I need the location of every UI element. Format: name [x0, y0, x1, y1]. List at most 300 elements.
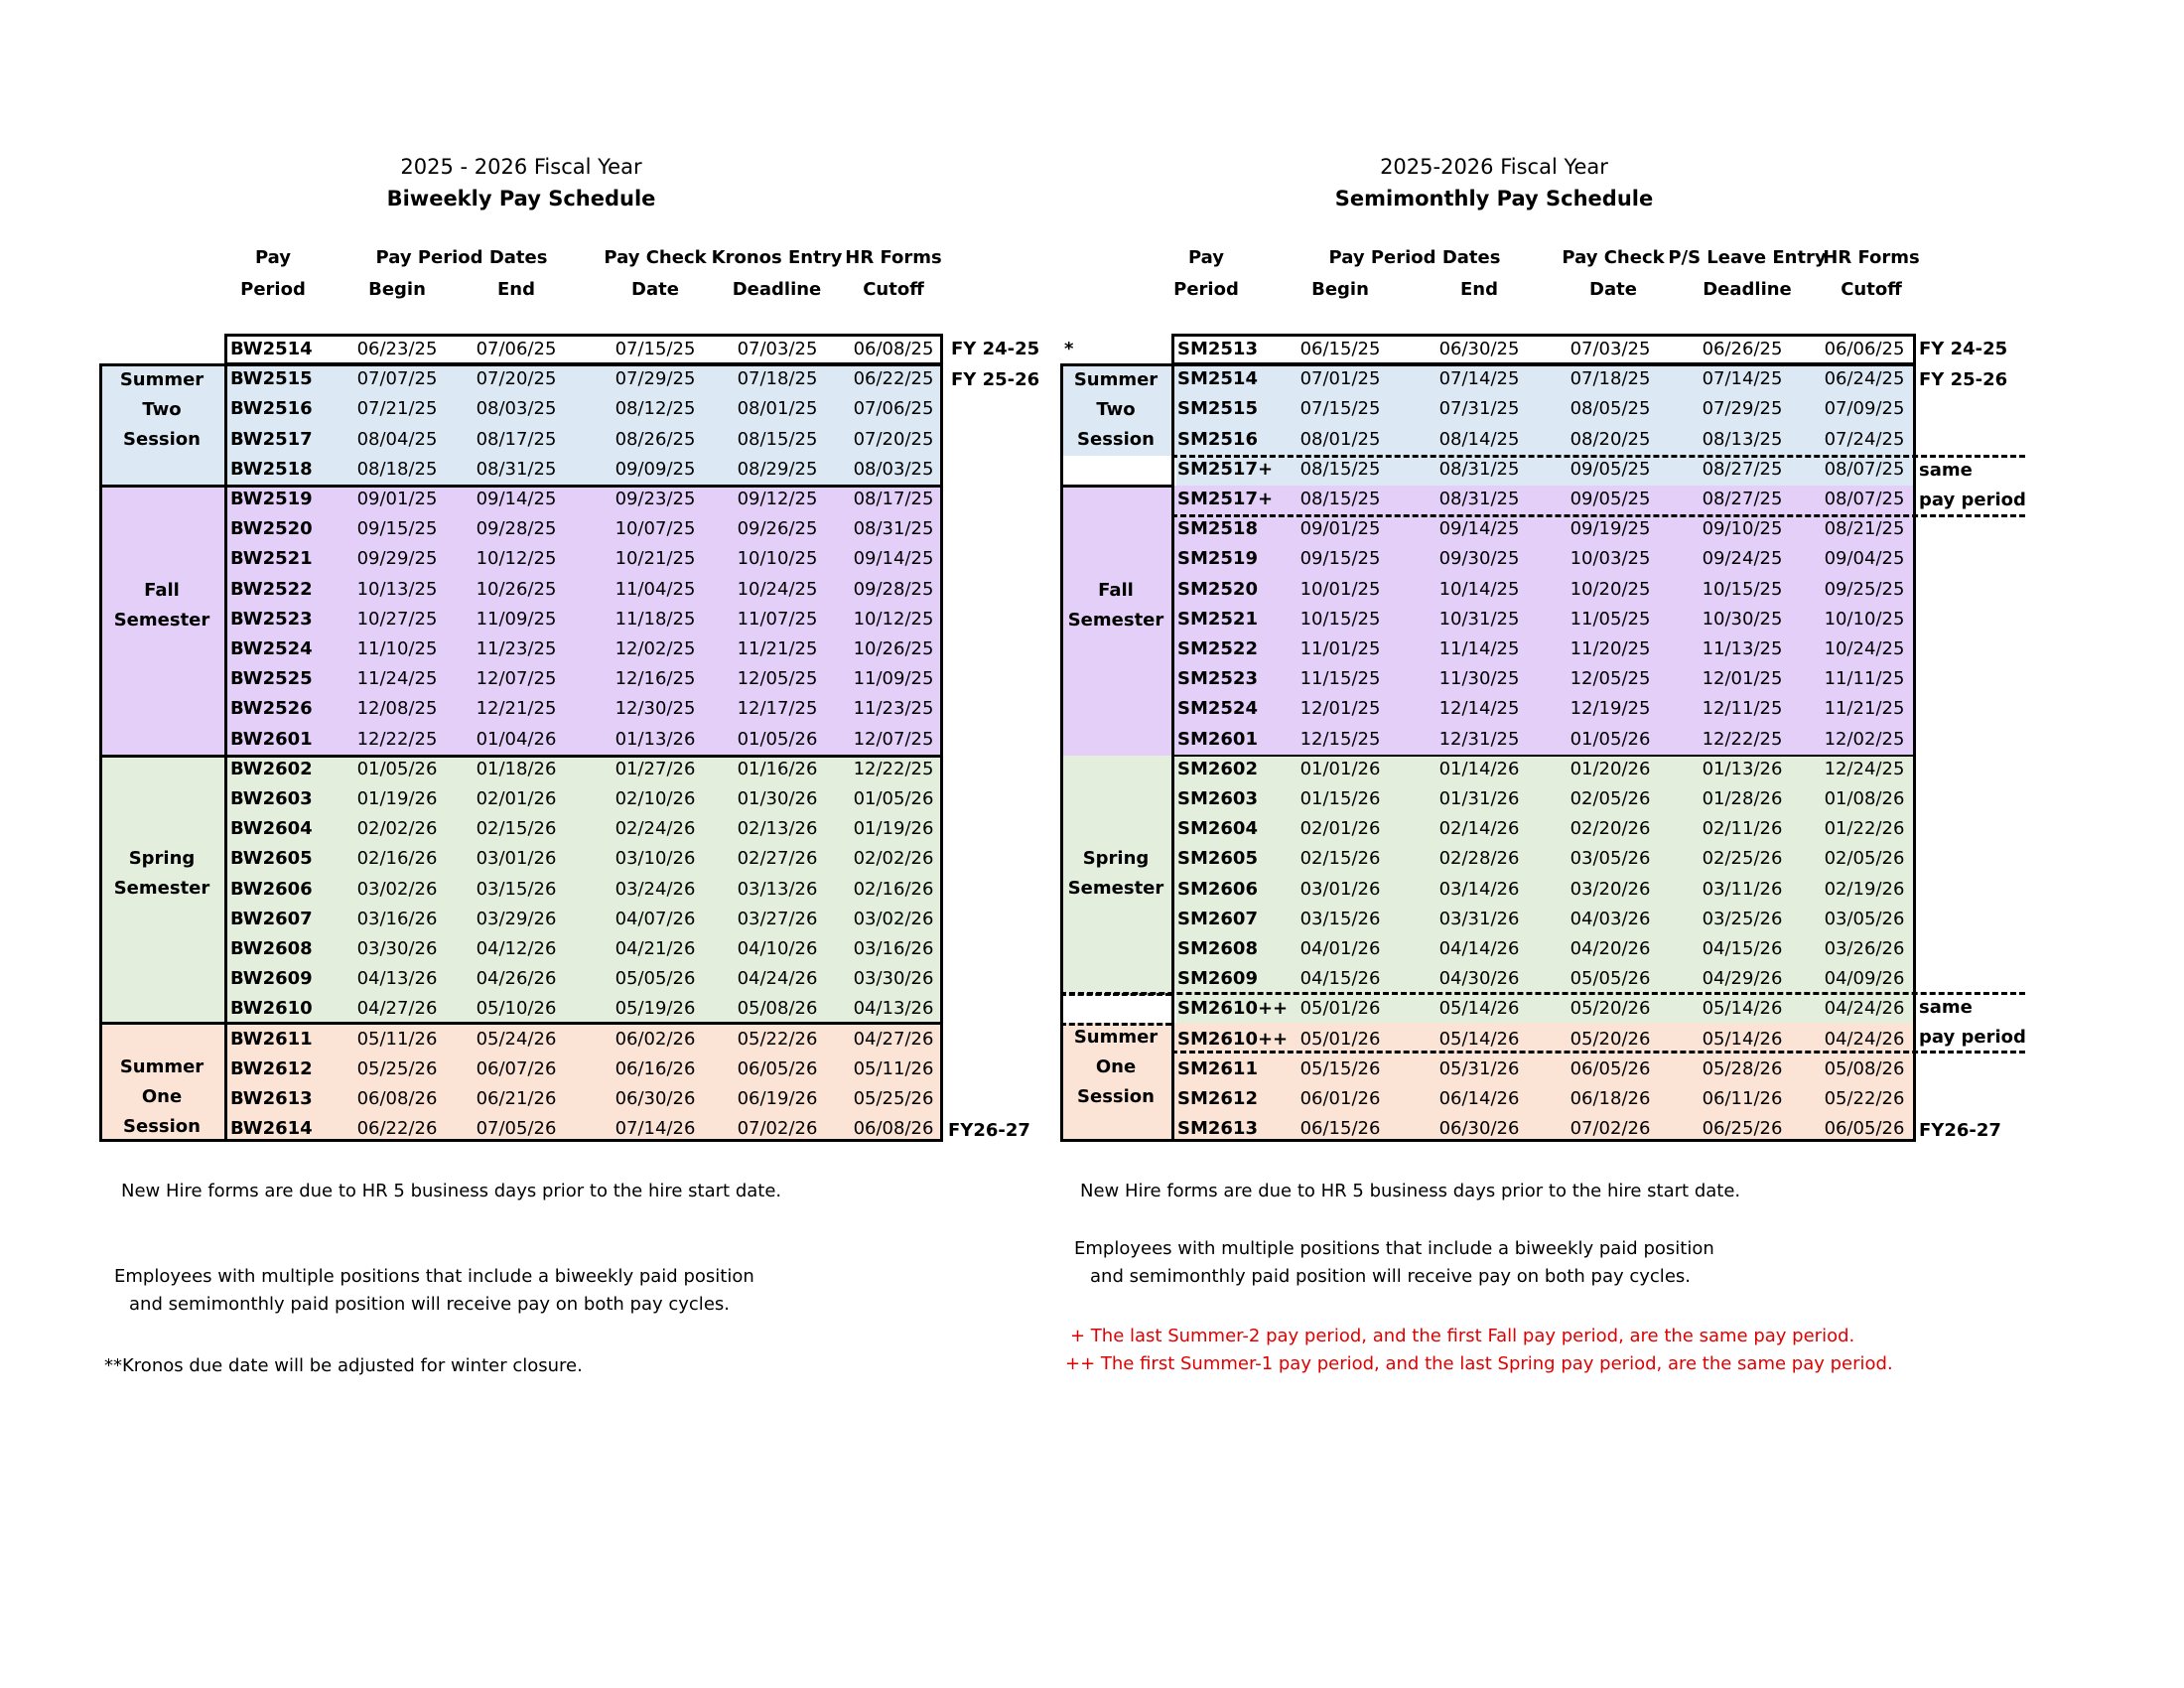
date-cell: 09/01/25 [1299, 518, 1381, 540]
date-cell: 11/15/25 [1299, 668, 1381, 690]
date-cell: 07/02/26 [1570, 1118, 1651, 1140]
date-cell: 03/30/26 [853, 968, 934, 990]
date-cell: 07/14/26 [614, 1118, 696, 1140]
date-cell: 08/05/25 [1570, 398, 1651, 420]
date-cell: 10/03/25 [1570, 548, 1651, 570]
date-cell: 12/07/25 [853, 728, 934, 750]
date-cell: 05/24/26 [476, 1028, 557, 1050]
date-cell: 07/06/25 [853, 398, 934, 420]
date-cell: 02/11/26 [1702, 818, 1783, 840]
date-cell: 09/28/25 [476, 518, 557, 540]
fy-label: FY 24-25 [951, 339, 1040, 359]
date-cell: 07/24/25 [1824, 428, 1905, 450]
date-cell: 02/25/26 [1702, 848, 1783, 870]
date-cell: 09/09/25 [614, 458, 696, 480]
date-cell: 11/13/25 [1702, 638, 1783, 659]
date-cell: 08/31/25 [1438, 489, 1520, 509]
pay-period-code: SM2610++ [1177, 998, 1289, 1020]
pay-period-code: BW2603 [230, 788, 313, 809]
date-cell: 06/02/26 [614, 1028, 696, 1050]
pay-period-code: BW2520 [230, 518, 313, 540]
date-cell: 05/14/26 [1702, 1028, 1783, 1050]
date-cell: 06/08/26 [853, 1118, 934, 1140]
date-cell: 08/15/25 [1299, 489, 1381, 509]
date-cell: 05/14/26 [1438, 1028, 1520, 1050]
date-cell: 09/10/25 [1702, 518, 1783, 540]
date-cell: 08/15/25 [737, 428, 818, 450]
date-cell: 08/21/25 [1824, 518, 1905, 540]
date-cell: 04/09/26 [1824, 968, 1905, 990]
date-cell: 02/01/26 [476, 788, 557, 809]
date-cell: 04/14/26 [1438, 938, 1520, 959]
fy-label: FY26-27 [948, 1120, 1030, 1141]
date-cell: 01/30/26 [737, 788, 818, 809]
same-label: same [1919, 460, 1973, 481]
date-cell: 09/24/25 [1702, 548, 1783, 570]
date-cell: 09/23/25 [614, 489, 696, 509]
pay-period-code: BW2612 [230, 1057, 313, 1079]
date-cell: 08/15/25 [1299, 458, 1381, 480]
date-cell: 11/18/25 [614, 608, 696, 630]
date-cell: 01/05/26 [1570, 728, 1651, 750]
note-plus-plus: ++ The first Summer-1 pay period, and the last Spring pay period, are the same pay period. [1065, 1353, 1893, 1374]
date-cell: 02/27/26 [737, 848, 818, 870]
section-summer-one: Summer One Session [119, 1056, 205, 1137]
date-cell: 11/23/25 [853, 698, 934, 720]
fy-label: FY26-27 [1919, 1120, 2001, 1141]
pay-period-code: SM2612 [1177, 1088, 1258, 1109]
section-fall: Fall Semester [1067, 580, 1164, 631]
date-cell: 06/18/26 [1570, 1088, 1651, 1109]
pay-period-code: BW2607 [230, 908, 313, 929]
date-cell: 09/14/25 [1438, 518, 1520, 540]
date-cell: 12/11/25 [1702, 698, 1783, 720]
pay-period-code: SM2516 [1177, 428, 1258, 450]
date-cell: 07/14/25 [1702, 368, 1783, 390]
date-cell: 09/28/25 [853, 578, 934, 600]
date-cell: 06/26/25 [1702, 339, 1783, 359]
date-cell: 05/05/26 [1570, 968, 1651, 990]
date-cell: 04/26/26 [476, 968, 557, 990]
date-cell: 05/05/26 [614, 968, 696, 990]
date-cell: 12/22/25 [853, 758, 934, 779]
date-cell: 01/01/26 [1299, 758, 1381, 779]
date-cell: 06/08/26 [356, 1088, 438, 1109]
date-cell: 06/07/26 [476, 1057, 557, 1079]
date-cell: 12/05/25 [737, 668, 818, 690]
semimonthly-title: 2025-2026 Fiscal Year Semimonthly Pay Schedule [1334, 155, 1654, 211]
date-cell: 05/31/26 [1438, 1057, 1520, 1079]
date-cell: 04/29/26 [1702, 968, 1783, 990]
pay-period-code: SM2515 [1177, 398, 1258, 420]
date-cell: 11/23/25 [476, 638, 557, 659]
pay-period-code: SM2611 [1177, 1057, 1258, 1079]
date-cell: 09/04/25 [1824, 548, 1905, 570]
date-cell: 04/30/26 [1438, 968, 1520, 990]
date-cell: 07/18/25 [737, 368, 818, 390]
date-cell: 09/14/25 [476, 489, 557, 509]
date-cell: 07/31/25 [1438, 398, 1520, 420]
date-cell: 09/15/25 [1299, 548, 1381, 570]
pay-period-code: BW2602 [230, 758, 313, 779]
date-cell: 12/08/25 [356, 698, 438, 720]
date-cell: 10/12/25 [853, 608, 934, 630]
date-cell: 06/24/25 [1824, 368, 1905, 390]
biweekly-title: 2025 - 2026 Fiscal Year Biweekly Pay Schedule [386, 155, 656, 211]
date-cell: 12/16/25 [614, 668, 696, 690]
date-cell: 03/24/26 [614, 878, 696, 900]
date-cell: 12/07/25 [476, 668, 557, 690]
date-cell: 02/14/26 [1438, 818, 1520, 840]
date-cell: 12/17/25 [737, 698, 818, 720]
date-cell: 02/24/26 [614, 818, 696, 840]
date-cell: 08/31/25 [1438, 458, 1520, 480]
pay-period-code: SM2608 [1177, 938, 1258, 959]
date-cell: 06/08/25 [853, 339, 934, 359]
date-cell: 10/15/25 [1702, 578, 1783, 600]
date-cell: 08/01/25 [737, 398, 818, 420]
pay-period-code: SM2609 [1177, 968, 1258, 990]
date-cell: 02/20/26 [1570, 818, 1651, 840]
date-cell: 01/16/26 [737, 758, 818, 779]
date-cell: 12/14/25 [1438, 698, 1520, 720]
date-cell: 08/20/25 [1570, 428, 1651, 450]
date-cell: 11/21/25 [1824, 698, 1905, 720]
date-cell: 05/08/26 [1824, 1057, 1905, 1079]
date-cell: 03/01/26 [1299, 878, 1381, 900]
date-cell: 07/09/25 [1824, 398, 1905, 420]
date-cell: 06/05/26 [1824, 1118, 1905, 1140]
date-cell: 01/15/26 [1299, 788, 1381, 809]
date-cell: 11/01/25 [1299, 638, 1381, 659]
date-cell: 01/18/26 [476, 758, 557, 779]
date-cell: 12/05/25 [1570, 668, 1651, 690]
date-cell: 03/15/26 [1299, 908, 1381, 929]
date-cell: 04/15/26 [1702, 938, 1783, 959]
date-cell: 12/31/25 [1438, 728, 1520, 750]
date-cell: 04/10/26 [737, 938, 818, 959]
note-new-hire: New Hire forms are due to HR 5 business days prior to the hire start date. [1080, 1181, 1741, 1201]
note-kronos: **Kronos due date will be adjusted for winter closure. [104, 1355, 583, 1376]
pay-period-code: SM2601 [1177, 728, 1258, 750]
date-cell: 07/14/25 [1438, 368, 1520, 390]
date-cell: 08/26/25 [614, 428, 696, 450]
date-cell: 06/15/26 [1299, 1118, 1381, 1140]
date-cell: 05/20/26 [1570, 1028, 1651, 1050]
section-fall: Fall Semester [113, 580, 210, 631]
date-cell: 11/09/25 [476, 608, 557, 630]
pay-period-code: BW2521 [230, 548, 313, 570]
date-cell: 04/07/26 [614, 908, 696, 929]
date-cell: 02/19/26 [1824, 878, 1905, 900]
date-cell: 10/01/25 [1299, 578, 1381, 600]
date-cell: 06/25/26 [1702, 1118, 1783, 1140]
date-cell: 10/12/25 [476, 548, 557, 570]
date-cell: 04/01/26 [1299, 938, 1381, 959]
fy-label: FY 25-26 [951, 369, 1040, 390]
date-cell: 08/27/25 [1702, 489, 1783, 509]
date-cell: 08/31/25 [853, 518, 934, 540]
fy-label: FY 25-26 [1919, 369, 2008, 390]
date-cell: 05/25/26 [853, 1088, 934, 1109]
date-cell: 04/15/26 [1299, 968, 1381, 990]
date-cell: 01/13/26 [1702, 758, 1783, 779]
date-cell: 12/01/25 [1702, 668, 1783, 690]
date-cell: 05/11/26 [356, 1028, 438, 1050]
date-cell: 09/29/25 [356, 548, 438, 570]
date-cell: 04/03/26 [1570, 908, 1651, 929]
date-cell: 03/05/26 [1824, 908, 1905, 929]
pay-period-code: BW2610 [230, 998, 313, 1020]
pay-period-code: SM2605 [1177, 848, 1258, 870]
section-summer-two: Summer Two Session [119, 369, 205, 450]
date-cell: 07/06/25 [476, 339, 557, 359]
date-cell: 04/20/26 [1570, 938, 1651, 959]
pay-period-code: BW2515 [230, 368, 313, 390]
date-cell: 10/20/25 [1570, 578, 1651, 600]
date-cell: 05/15/26 [1299, 1057, 1381, 1079]
date-cell: 05/08/26 [737, 998, 818, 1020]
date-cell: 05/25/26 [356, 1057, 438, 1079]
date-cell: 07/07/25 [356, 368, 438, 390]
date-cell: 02/02/26 [853, 848, 934, 870]
date-cell: 03/20/26 [1570, 878, 1651, 900]
date-cell: 12/22/25 [356, 728, 438, 750]
date-cell: 11/10/25 [356, 638, 438, 659]
pay-period-code: BW2526 [230, 698, 313, 720]
date-cell: 06/30/26 [1438, 1118, 1520, 1140]
note-new-hire: New Hire forms are due to HR 5 business days prior to the hire start date. [121, 1181, 782, 1201]
pay-period-code: BW2605 [230, 848, 313, 870]
date-cell: 06/22/25 [853, 368, 934, 390]
date-cell: 12/21/25 [476, 698, 557, 720]
date-cell: 12/02/25 [1824, 728, 1905, 750]
pay-period-code: SM2524 [1177, 698, 1258, 720]
date-cell: 01/05/26 [356, 758, 438, 779]
date-cell: 01/31/26 [1438, 788, 1520, 809]
pay-period-code: SM2519 [1177, 548, 1258, 570]
pay-period-label: pay period [1919, 490, 2026, 510]
pay-period-code: SM2523 [1177, 668, 1258, 690]
date-cell: 10/07/25 [614, 518, 696, 540]
pay-period-code: BW2517 [230, 428, 313, 450]
date-cell: 08/12/25 [614, 398, 696, 420]
pay-period-code: SM2606 [1177, 878, 1258, 900]
date-cell: 08/31/25 [476, 458, 557, 480]
date-cell: 12/22/25 [1702, 728, 1783, 750]
date-cell: 02/13/26 [737, 818, 818, 840]
pay-period-label: pay period [1919, 1027, 2026, 1048]
date-cell: 10/10/25 [1824, 608, 1905, 630]
date-cell: 06/16/26 [614, 1057, 696, 1079]
date-cell: 03/11/26 [1702, 878, 1783, 900]
date-cell: 02/28/26 [1438, 848, 1520, 870]
date-cell: 03/31/26 [1438, 908, 1520, 929]
pay-period-code: BW2614 [230, 1118, 313, 1140]
date-cell: 05/14/26 [1438, 998, 1520, 1020]
pay-period-code: BW2613 [230, 1088, 313, 1109]
date-cell: 04/13/26 [853, 998, 934, 1020]
date-cell: 11/07/25 [737, 608, 818, 630]
date-cell: 08/14/25 [1438, 428, 1520, 450]
date-cell: 09/05/25 [1570, 458, 1651, 480]
date-cell: 01/20/26 [1570, 758, 1651, 779]
pay-period-code: SM2517+ [1177, 489, 1274, 509]
date-cell: 11/24/25 [356, 668, 438, 690]
date-cell: 03/13/26 [737, 878, 818, 900]
date-cell: 02/01/26 [1299, 818, 1381, 840]
section-summer-two: Summer Two Session [1073, 369, 1159, 450]
date-cell: 04/27/26 [853, 1028, 934, 1050]
date-cell: 07/03/25 [737, 339, 818, 359]
date-cell: 04/24/26 [1824, 998, 1905, 1020]
date-cell: 03/25/26 [1702, 908, 1783, 929]
pay-period-code: BW2606 [230, 878, 313, 900]
date-cell: 10/21/25 [614, 548, 696, 570]
pay-period-code: SM2603 [1177, 788, 1258, 809]
star-mark: * [1064, 339, 1074, 359]
date-cell: 03/27/26 [737, 908, 818, 929]
pay-period-code: SM2604 [1177, 818, 1258, 840]
date-cell: 03/10/26 [614, 848, 696, 870]
date-cell: 10/30/25 [1702, 608, 1783, 630]
date-cell: 02/05/26 [1570, 788, 1651, 809]
date-cell: 01/13/26 [614, 728, 696, 750]
date-cell: 06/21/26 [476, 1088, 557, 1109]
date-cell: 05/22/26 [737, 1028, 818, 1050]
date-cell: 05/10/26 [476, 998, 557, 1020]
date-cell: 10/13/25 [356, 578, 438, 600]
pay-period-code: BW2518 [230, 458, 313, 480]
pay-period-code: SM2521 [1177, 608, 1258, 630]
date-cell: 03/16/26 [853, 938, 934, 959]
date-cell: 02/05/26 [1824, 848, 1905, 870]
date-cell: 04/12/26 [476, 938, 557, 959]
date-cell: 07/15/25 [1299, 398, 1381, 420]
date-cell: 04/24/26 [737, 968, 818, 990]
date-cell: 09/14/25 [853, 548, 934, 570]
pay-period-code: BW2522 [230, 578, 313, 600]
date-cell: 03/01/26 [476, 848, 557, 870]
date-cell: 01/19/26 [853, 818, 934, 840]
pay-period-code: BW2525 [230, 668, 313, 690]
date-cell: 01/05/26 [737, 728, 818, 750]
date-cell: 10/31/25 [1438, 608, 1520, 630]
date-cell: 06/01/26 [1299, 1088, 1381, 1109]
date-cell: 05/01/26 [1299, 1028, 1381, 1050]
note-multiple-positions-2: and semimonthly paid position will receive pay on both pay cycles. [129, 1294, 730, 1315]
date-cell: 07/21/25 [356, 398, 438, 420]
date-cell: 01/22/26 [1824, 818, 1905, 840]
date-cell: 04/24/26 [1824, 1028, 1905, 1050]
date-cell: 02/02/26 [356, 818, 438, 840]
date-cell: 11/04/25 [614, 578, 696, 600]
date-cell: 12/01/25 [1299, 698, 1381, 720]
date-cell: 10/10/25 [737, 548, 818, 570]
date-cell: 06/30/26 [614, 1088, 696, 1109]
date-cell: 03/26/26 [1824, 938, 1905, 959]
date-cell: 06/05/26 [737, 1057, 818, 1079]
date-cell: 07/01/25 [1299, 368, 1381, 390]
date-cell: 05/11/26 [853, 1057, 934, 1079]
date-cell: 11/30/25 [1438, 668, 1520, 690]
date-cell: 06/05/26 [1570, 1057, 1651, 1079]
date-cell: 08/27/25 [1702, 458, 1783, 480]
date-cell: 09/25/25 [1824, 578, 1905, 600]
date-cell: 08/17/25 [853, 489, 934, 509]
date-cell: 01/08/26 [1824, 788, 1905, 809]
fy-label: FY 24-25 [1919, 339, 2008, 359]
date-cell: 06/06/25 [1824, 339, 1905, 359]
pay-period-code: BW2601 [230, 728, 313, 750]
pay-period-code: SM2610++ [1177, 1028, 1289, 1050]
pay-period-code: SM2518 [1177, 518, 1258, 540]
pay-period-code: SM2522 [1177, 638, 1258, 659]
date-cell: 08/01/25 [1299, 428, 1381, 450]
date-cell: 07/03/25 [1570, 339, 1651, 359]
date-cell: 01/05/26 [853, 788, 934, 809]
date-cell: 11/20/25 [1570, 638, 1651, 659]
pay-period-code: BW2516 [230, 398, 313, 420]
date-cell: 04/27/26 [356, 998, 438, 1020]
date-cell: 02/15/26 [1299, 848, 1381, 870]
pay-period-code: SM2607 [1177, 908, 1258, 929]
date-cell: 07/29/25 [1702, 398, 1783, 420]
date-cell: 07/20/25 [476, 368, 557, 390]
pay-period-code: BW2524 [230, 638, 313, 659]
date-cell: 09/01/25 [356, 489, 438, 509]
pay-period-code: SM2520 [1177, 578, 1258, 600]
date-cell: 03/15/26 [476, 878, 557, 900]
date-cell: 12/02/25 [614, 638, 696, 659]
date-cell: 10/26/25 [476, 578, 557, 600]
pay-period-code: BW2519 [230, 489, 313, 509]
date-cell: 07/02/26 [737, 1118, 818, 1140]
date-cell: 03/02/26 [356, 878, 438, 900]
date-cell: 03/14/26 [1438, 878, 1520, 900]
date-cell: 09/19/25 [1570, 518, 1651, 540]
date-cell: 06/23/25 [356, 339, 438, 359]
date-cell: 06/14/26 [1438, 1088, 1520, 1109]
date-cell: 07/20/25 [853, 428, 934, 450]
date-cell: 08/04/25 [356, 428, 438, 450]
date-cell: 09/05/25 [1570, 489, 1651, 509]
date-cell: 08/03/25 [853, 458, 934, 480]
date-cell: 02/16/26 [356, 848, 438, 870]
pay-period-code: BW2523 [230, 608, 313, 630]
date-cell: 08/18/25 [356, 458, 438, 480]
pay-period-code: SM2514 [1177, 368, 1258, 390]
date-cell: 07/18/25 [1570, 368, 1651, 390]
date-cell: 05/28/26 [1702, 1057, 1783, 1079]
date-cell: 11/09/25 [853, 668, 934, 690]
date-cell: 04/13/26 [356, 968, 438, 990]
date-cell: 01/19/26 [356, 788, 438, 809]
note-plus: + The last Summer-2 pay period, and the first Fall pay period, are the same pay period. [1070, 1326, 1855, 1346]
date-cell: 03/29/26 [476, 908, 557, 929]
date-cell: 01/28/26 [1702, 788, 1783, 809]
date-cell: 12/30/25 [614, 698, 696, 720]
date-cell: 05/01/26 [1299, 998, 1381, 1020]
date-cell: 10/14/25 [1438, 578, 1520, 600]
pay-period-code: SM2513 [1177, 339, 1258, 359]
date-cell: 10/26/25 [853, 638, 934, 659]
date-cell: 01/14/26 [1438, 758, 1520, 779]
date-cell: 11/11/25 [1824, 668, 1905, 690]
date-cell: 05/20/26 [1570, 998, 1651, 1020]
date-cell: 03/30/26 [356, 938, 438, 959]
date-cell: 12/19/25 [1570, 698, 1651, 720]
